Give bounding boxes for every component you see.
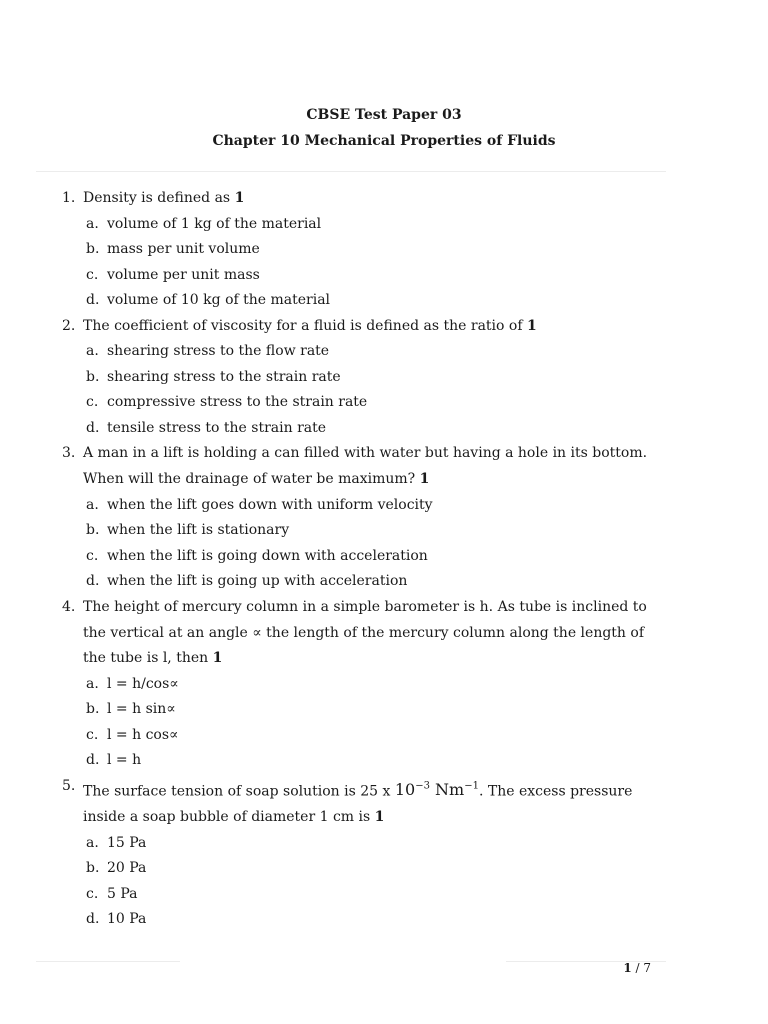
option-letter: b. [86, 860, 100, 877]
option-letter: a. [86, 675, 99, 692]
option-letter: a. [86, 496, 99, 513]
option-d [83, 416, 668, 442]
question-number: 3. [62, 445, 76, 462]
header-divider [36, 171, 666, 172]
option-letter: d. [86, 292, 100, 309]
option-text: when the lift goes down with uniform velocity [107, 496, 433, 513]
option-b [83, 697, 668, 723]
option-text: 10 Pa [107, 911, 147, 928]
option-list [83, 672, 668, 774]
option-d [83, 907, 668, 933]
option-text: 15 Pa [107, 834, 147, 851]
question-marks: 1 [526, 317, 537, 334]
option-letter: d. [86, 573, 100, 590]
math-base: 10 [394, 780, 416, 800]
option-c [83, 723, 668, 749]
option-text: l = h sin∝ [107, 701, 176, 718]
option-letter: d. [86, 752, 100, 769]
option-letter: d. [86, 911, 100, 928]
math-unit: Nm [429, 780, 465, 800]
option-letter: c. [86, 266, 99, 283]
page-total: / 7 [631, 961, 651, 975]
option-text: 5 Pa [107, 885, 138, 902]
option-d [83, 569, 668, 595]
question-4 [62, 595, 668, 774]
option-letter: c. [86, 726, 99, 743]
option-list [83, 212, 668, 314]
math-unit-exponent: −1 [464, 780, 479, 792]
option-text: mass per unit volume [107, 241, 260, 258]
option-letter: c. [86, 885, 99, 902]
option-a [83, 212, 668, 238]
option-list [83, 339, 668, 441]
question-marks: 1 [212, 650, 223, 667]
option-text: when the lift is stationary [107, 522, 290, 539]
question-text: The height of mercury column in a simple barometer is h. As tube is inclined to the vertical at an angle ∝ the length of the mercury column along the length of the tube is l, then [83, 598, 647, 667]
question-1 [62, 186, 668, 314]
option-text: compressive stress to the strain rate [107, 394, 368, 411]
option-letter: a. [86, 834, 99, 851]
option-letter: b. [86, 368, 100, 385]
question-marks: 1 [234, 190, 245, 206]
question-text-before: The surface tension of soap solution is 25 x [83, 783, 395, 800]
option-c [83, 390, 668, 416]
option-a [83, 831, 668, 857]
option-b [83, 237, 668, 263]
option-text: when the lift is going up with acceleration [107, 573, 408, 590]
option-a [83, 493, 668, 519]
question-text: The coefficient of viscosity for a fluid is defined as the ratio of [83, 317, 527, 334]
option-letter: a. [86, 343, 99, 360]
option-d [83, 748, 668, 774]
option-text: l = h [107, 752, 142, 769]
option-text: shearing stress to the flow rate [107, 343, 330, 360]
math-expression [395, 780, 479, 799]
question-text-after: . The excess pressure inside a soap bubble of diameter 1 cm is [83, 783, 633, 825]
option-list [83, 831, 668, 933]
question-marks: 1 [374, 808, 385, 825]
option-c [83, 882, 668, 908]
question-3 [62, 441, 668, 594]
option-b [83, 365, 668, 391]
option-text: volume of 10 kg of the material [107, 292, 331, 309]
option-letter: c. [86, 547, 99, 564]
option-text: l = h cos∝ [107, 726, 179, 743]
option-b [83, 856, 668, 882]
paper-title: CBSE Test Paper 03 [306, 107, 462, 123]
option-text: l = h/cos∝ [107, 675, 179, 692]
footer-divider-left [36, 961, 180, 962]
page-indicator [623, 961, 651, 975]
option-letter: b. [86, 241, 100, 258]
question-number: 1. [62, 190, 76, 206]
option-letter: d. [86, 419, 100, 436]
option-a [83, 672, 668, 698]
question-number: 4. [62, 598, 76, 615]
option-letter: b. [86, 522, 100, 539]
option-list [83, 493, 668, 595]
option-letter: b. [86, 701, 100, 718]
page-current: 1 [623, 961, 632, 975]
question-number: 2. [62, 317, 76, 334]
question-5 [62, 774, 668, 933]
option-c [83, 263, 668, 289]
question-text: Density is defined as [83, 190, 235, 206]
option-b [83, 518, 668, 544]
option-text: volume per unit mass [107, 266, 260, 283]
chapter-title: Chapter 10 Mechanical Properties of Fluids [212, 133, 556, 149]
question-text: A man in a lift is holding a can filled with water but having a hole in its bottom. When will the drainage of water be maximum? [83, 445, 648, 488]
option-d [83, 288, 668, 314]
option-text: shearing stress to the strain rate [107, 368, 341, 385]
math-exponent: −3 [415, 780, 430, 792]
option-a [83, 339, 668, 365]
option-c [83, 544, 668, 570]
option-letter: c. [86, 394, 99, 411]
question-number: 5. [62, 777, 76, 794]
question-2 [62, 314, 668, 442]
option-letter: a. [86, 215, 99, 232]
question-list [62, 186, 668, 933]
option-text: volume of 1 kg of the material [107, 215, 322, 232]
question-marks: 1 [419, 471, 430, 488]
option-text: when the lift is going down with acceleration [107, 547, 428, 564]
option-text: tensile stress to the strain rate [107, 419, 327, 436]
option-text: 20 Pa [107, 860, 147, 877]
